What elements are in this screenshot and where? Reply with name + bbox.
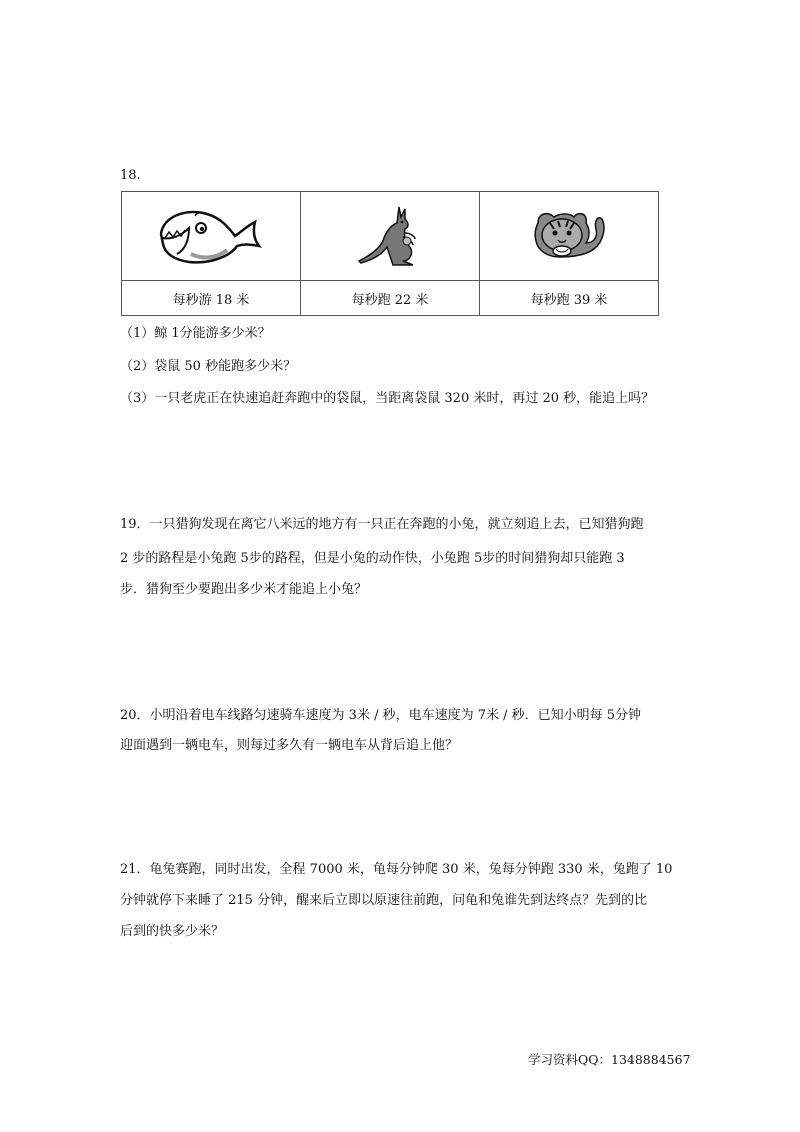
kangaroo-icon — [355, 203, 425, 269]
tiger-speed-label: 每秒跑 39 米 — [480, 281, 659, 316]
question-21-line-2: 分钟就停下来睡了 215 分钟，醒来后立即以原速往前跑，问龟和兔谁先到达终点？先到的比 — [120, 893, 648, 908]
question-19-line-1: 19．一只猎狗发现在离它八米远的地方有一只正在奔跑的小兔，就立刻追上去，已知猎狗跑 — [120, 517, 644, 532]
tiger-cell — [480, 192, 659, 281]
question-21-line-3: 后到的快多少米？ — [120, 924, 225, 939]
tiger-icon — [532, 207, 606, 265]
whale-cell — [122, 192, 301, 281]
question-20-line-1: 20．小明沿着电车线路匀速骑车速度为 3米 / 秒，电车速度为 7米 / 秒．已知小明每 5分钟 — [120, 708, 642, 723]
question-18-sub1: （1）鲸 1分能游多少米？ — [120, 326, 271, 341]
question-18-number: 18. — [120, 168, 141, 183]
footer-contact: 学习资料QQ：1348884567 — [528, 1052, 691, 1067]
kangaroo-cell — [301, 192, 480, 281]
question-21-line-1: 21．龟兔赛跑，同时出发，全程 7000 米，龟每分钟爬 30 米，兔每分钟跑 330 米，兔跑了 10 — [120, 862, 673, 877]
whale-icon — [155, 204, 267, 268]
question-18-sub3: （3）一只老虎正在快速追赶奔跑中的袋鼠，当距离袋鼠 320 米时，再过 20 秒，能追上吗？ — [120, 391, 655, 406]
animal-speed-table — [121, 191, 659, 316]
kangaroo-speed-label: 每秒跑 22 米 — [301, 281, 480, 316]
question-19-line-3: 步．猎狗至少要跑出多少米才能追上小兔？ — [120, 582, 368, 597]
question-18-sub2: （2）袋鼠 50 秒能跑多少米？ — [120, 359, 297, 374]
question-20-line-2: 迎面遇到一辆电车，则每过多久有一辆电车从背后追上他？ — [120, 738, 459, 753]
whale-speed-label: 每秒游 18 米 — [122, 281, 301, 316]
question-19-line-2: 2 步的路程是小兔跑 5步的路程，但是小兔的动作快，小兔跑 5步的时间猎狗却只能跑 3 — [120, 551, 625, 566]
